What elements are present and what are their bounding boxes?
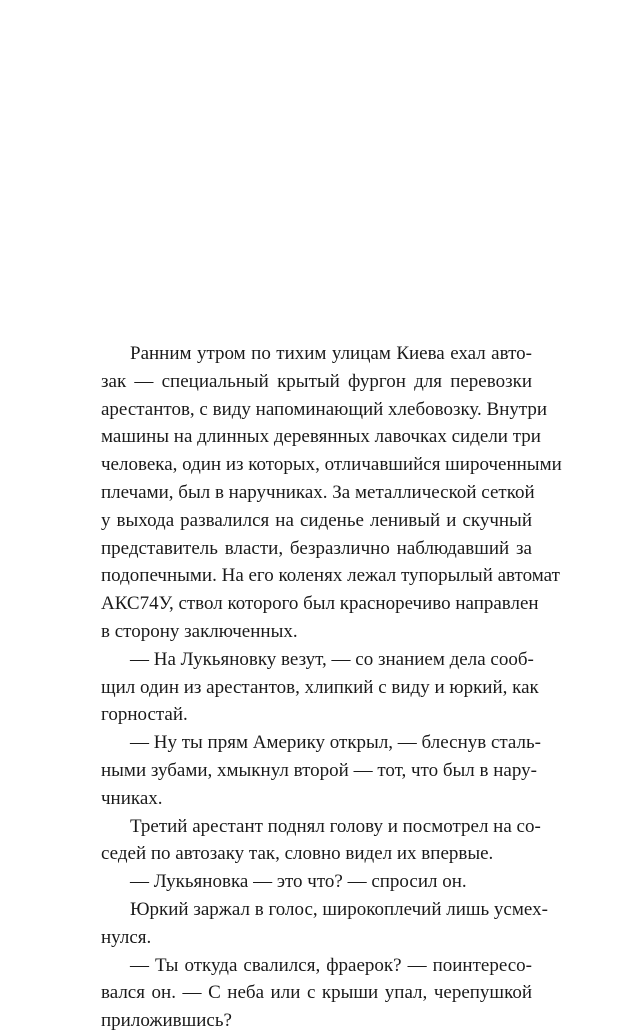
text-line: плечами, был в наручниках. За металлической сеткой: [101, 481, 535, 503]
text-line: зак — специальный крытый фургон для перевозки: [101, 370, 532, 392]
text-line: арестантов, с виду напоминающий хлебовозку. Внутри: [101, 398, 548, 420]
text-line: у выхода развалился на сиденье ленивый и скучный: [101, 509, 532, 531]
body-text: [101, 340, 562, 1035]
text-line: АКС74У, ствол которого был красноречиво направлен: [101, 593, 539, 615]
text-line: подопечными. На его коленях лежал тупорылый автомат: [101, 565, 560, 587]
text-line: горностай.: [101, 704, 188, 726]
text-line: Третий арестант поднял голову и посмотрел на со-: [130, 815, 541, 837]
text-line: — Ну ты прям Америку открыл, — блеснув сталь-: [130, 732, 542, 754]
text-line: — Лукьяновка — это что? — спросил он.: [130, 871, 467, 893]
text-line: седей по автозаку так, словно видел их впервые.: [101, 843, 494, 865]
text-line: ными зубами, хмыкнул второй — тот, что был в нару-: [101, 759, 537, 781]
text-line: представитель власти, безразлично наблюдавший за: [101, 537, 532, 559]
text-line: машины на длинных деревянных лавочках сидели три: [101, 426, 541, 448]
text-line: Ранним утром по тихим улицам Киева ехал авто-: [130, 343, 532, 364]
text-line: Юркий заржал в голос, широкоплечий лишь усмех-: [130, 898, 548, 920]
text-line: в сторону заключенных.: [101, 620, 298, 642]
text-line: — Ты откуда свалился, фраерок? — поинтересо-: [130, 954, 532, 976]
text-line: нулся.: [101, 926, 152, 948]
text-line: — На Лукьяновку везут, — со знанием дела сооб-: [130, 648, 534, 670]
text-line: приложившись?: [101, 1010, 232, 1032]
text-line: чниках.: [101, 787, 163, 809]
text-line: вался он. — С неба или с крыши упал, черепушкой: [101, 982, 532, 1004]
text-line: человека, один из которых, отличавшийся широченными: [101, 454, 562, 476]
text-line: щил один из арестантов, хлипкий с виду и юркий, как: [101, 676, 539, 698]
